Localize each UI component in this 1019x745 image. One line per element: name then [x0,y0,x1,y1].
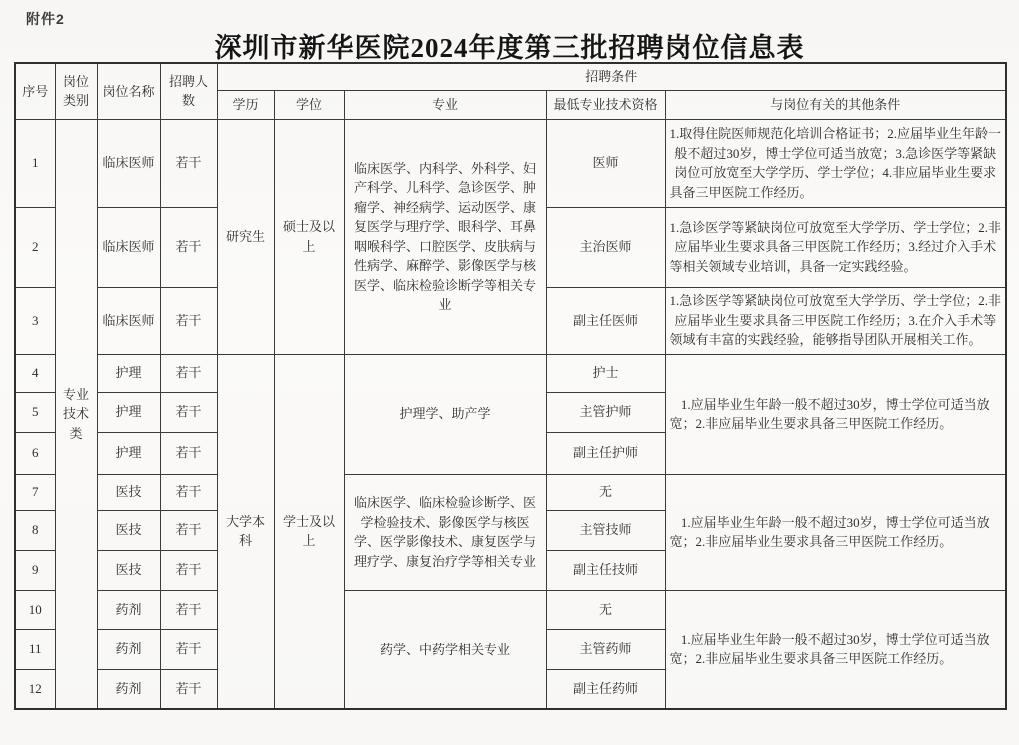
cell-position-name: 医技 [97,474,160,510]
cell-qualification: 主管技师 [546,510,665,550]
cell-count: 若干 [160,207,217,287]
table-row [15,590,1006,629]
header-category: 岗位类别 [55,63,97,119]
cell-qualification: 副主任技师 [546,550,665,590]
cell-major: 临床医学、内科学、外科学、妇产科学、儿科学、急诊医学、肿瘤学、神经病学、运动医学、康复医学与理疗学、眼科学、耳鼻咽喉科学、口腔医学、皮肤病与性病学、麻醉学、影像医学与核医学、临床检验诊断学等相关专业 [344,119,546,354]
cell-seq: 2 [15,207,55,287]
cell-position-name: 护理 [97,392,160,432]
table-row [15,354,1006,392]
cell-qualification: 主治医师 [546,207,665,287]
cell-education: 大学本科 [217,354,274,709]
cell-seq: 4 [15,354,55,392]
cell-seq: 9 [15,550,55,590]
cell-degree: 学士及以上 [274,354,344,709]
header-education: 学历 [217,90,274,119]
cell-seq: 11 [15,629,55,669]
cell-position-name: 护理 [97,354,160,392]
cell-category: 专业技术类 [55,119,97,709]
cell-qualification: 副主任药师 [546,669,665,709]
header-major: 专业 [344,90,546,119]
cell-position-name: 药剂 [97,590,160,629]
table-row [15,119,1006,207]
cell-count: 若干 [160,354,217,392]
cell-seq: 3 [15,287,55,354]
cell-position-name: 临床医师 [97,287,160,354]
cell-count: 若干 [160,510,217,550]
cell-other-conditions: 1.急诊医学等紧缺岗位可放宽至大学学历、学士学位；2.非应届毕业生要求具备三甲医院工作经历；3.在介入手术等领域有丰富的实践经验，能够指导团队开展相关工作。 [665,287,1006,354]
page-title: 深圳市新华医院2024年度第三批招聘岗位信息表 [214,33,805,63]
cell-qualification: 副主任护师 [546,432,665,474]
cell-count: 若干 [160,590,217,629]
cell-count: 若干 [160,474,217,510]
cell-qualification: 医师 [546,119,665,207]
header-other-conditions: 与岗位有关的其他条件 [665,90,1006,119]
cell-other-conditions: 1.应届毕业生年龄一般不超过30岁，博士学位可适当放宽；2.非应届毕业生要求具备三甲医院工作经历。 [665,354,1006,474]
header-seq: 序号 [15,63,55,119]
cell-education: 研究生 [217,119,274,354]
header-degree: 学位 [274,90,344,119]
cell-other-conditions: 1.应届毕业生年龄一般不超过30岁，博士学位可适当放宽；2.非应届毕业生要求具备三甲医院工作经历。 [665,474,1006,590]
cell-degree: 硕士及以上 [274,119,344,354]
header-conditions-group: 招聘条件 [217,63,1006,90]
cell-count: 若干 [160,392,217,432]
cell-count: 若干 [160,629,217,669]
cell-other-conditions: 1.应届毕业生年龄一般不超过30岁，博士学位可适当放宽；2.非应届毕业生要求具备三甲医院工作经历。 [665,590,1006,709]
cell-major: 临床医学、临床检验诊断学、医学检验技术、影像医学与核医学、医学影像技术、康复医学与理疗学、康复治疗学等相关专业 [344,474,546,590]
cell-position-name: 护理 [97,432,160,474]
recruitment-table [14,62,1007,710]
cell-position-name: 临床医师 [97,119,160,207]
cell-seq: 10 [15,590,55,629]
cell-seq: 1 [15,119,55,207]
cell-seq: 6 [15,432,55,474]
cell-position-name: 医技 [97,550,160,590]
cell-qualification: 无 [546,590,665,629]
attachment-label: 附件2 [26,11,65,27]
header-name: 岗位名称 [97,63,160,119]
header-count: 招聘人数 [160,63,217,119]
cell-count: 若干 [160,669,217,709]
cell-qualification: 主管护师 [546,392,665,432]
cell-seq: 12 [15,669,55,709]
cell-major: 护理学、助产学 [344,354,546,474]
cell-seq: 5 [15,392,55,432]
cell-seq: 7 [15,474,55,510]
cell-qualification: 副主任医师 [546,287,665,354]
header-min-qualification: 最低专业技术资格 [546,90,665,119]
cell-position-name: 医技 [97,510,160,550]
cell-count: 若干 [160,550,217,590]
cell-qualification: 护士 [546,354,665,392]
cell-qualification: 主管药师 [546,629,665,669]
cell-count: 若干 [160,287,217,354]
cell-position-name: 临床医师 [97,207,160,287]
cell-major: 药学、中药学相关专业 [344,590,546,709]
cell-other-conditions: 1.取得住院医师规范化培训合格证书；2.应届毕业生年龄一般不超过30岁，博士学位可适当放宽；3.急诊医学等紧缺岗位可放宽至大学学历、学士学位；4.非应届毕业生要求具备三甲医院工作经历。 [665,119,1006,207]
cell-other-conditions: 1.急诊医学等紧缺岗位可放宽至大学学历、学士学位；2.非应届毕业生要求具备三甲医院工作经历；3.经过介入手术等相关领域专业培训，具备一定实践经验。 [665,207,1006,287]
cell-seq: 8 [15,510,55,550]
cell-count: 若干 [160,119,217,207]
table-row [15,474,1006,510]
cell-position-name: 药剂 [97,669,160,709]
cell-count: 若干 [160,432,217,474]
cell-position-name: 药剂 [97,629,160,669]
cell-qualification: 无 [546,474,665,510]
